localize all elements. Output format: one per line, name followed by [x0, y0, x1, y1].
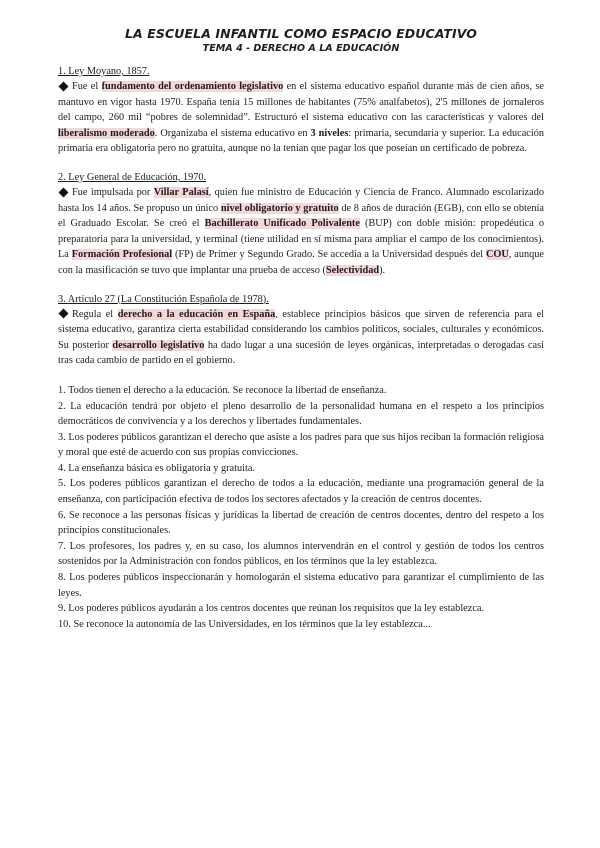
text-run: ). — [379, 264, 386, 276]
highlighted-term: Bachillerato Unificado Polivalente — [204, 218, 360, 230]
document-subtitle: TEMA 4 - DERECHO A LA EDUCACIÓN — [202, 43, 400, 54]
highlighted-term: nivel obligatorio y gratuito — [220, 202, 339, 214]
section-ley-moyano — [58, 65, 544, 157]
highlighted-term: Villar Palasí — [153, 186, 209, 198]
section-heading: 2. Ley General de Educación, 1970. — [58, 171, 207, 183]
section-heading: 3. Artículo 27 (La Constitución Española de 1978). — [58, 293, 269, 305]
highlighted-term: liberalismo moderado — [58, 127, 155, 139]
list-item: 4. La enseñanza básica es obligatoria y gratuita. — [58, 462, 255, 474]
diamond-bullet-icon — [59, 81, 69, 91]
list-item: 5. Los poderes públicos garantizan el derecho de todos a la educación, mediante una programación general de la enseñanza, con participación efectiva de todos los sectores afectados y la creación de centros docentes. — [58, 478, 544, 506]
diamond-bullet-icon — [59, 309, 69, 319]
section-paragraph — [58, 79, 544, 157]
text-run: ha dado lugar a una sucesión de leyes orgánicas, interpretadas o derogadas casi tras cada cambio de partido en el gobierno. — [58, 339, 544, 367]
highlighted-term: fundamento del ordenamiento legislativo — [101, 81, 284, 92]
highlighted-term: Formación Profesional — [71, 249, 173, 261]
document-page — [58, 26, 544, 632]
list-item: 8. Los poderes públicos inspeccionarán y homologarán el sistema educativo para garantizar el cumplimiento de las leyes. — [58, 572, 544, 599]
section-heading: 1. Ley Moyano, 1857. — [58, 66, 150, 77]
highlighted-term: desarrollo legislativo — [112, 339, 205, 351]
section-articulo-27 — [58, 293, 544, 369]
text-run: . Organizaba el sistema educativo en — [154, 127, 311, 139]
text-run: Fue el — [72, 81, 102, 92]
highlighted-term: Selectividad — [325, 264, 380, 276]
highlighted-term: COU — [485, 249, 509, 261]
text-run: , establece principios básicos que sirven de referencia para el sistema educativo, garantiza cierta estabilidad considerando los cambios políticos, sociales, culturales y económicos. Su posterior — [58, 308, 544, 351]
list-item: 10. Se reconoce la autonomía de las Universidades, en los términos que la ley establezca... — [58, 618, 431, 630]
diamond-bullet-icon — [59, 187, 69, 197]
highlighted-term: derecho a la educación en España — [117, 308, 276, 320]
text-run: de 8 años de duración (EGB), con ello se obtenía el Graduado Escolar. Se creó el — [58, 202, 544, 230]
text-run: Fue impulsada por — [72, 186, 154, 198]
list-item: 1. Todos tienen el derecho a la educación. Se reconoce la libertad de enseñanza. — [58, 384, 387, 396]
text-run: , aunque con la masificación se tuvo que implantar una prueba de acceso ( — [58, 249, 544, 276]
list-item: 6. Se reconoce a las personas físicas y jurídicas la libertad de creación de centros docentes, dentro del respeto a los principios constitucionales. — [58, 509, 544, 537]
text-run: , quien fue ministro de Educación y Ciencia de Franco. Alumnado escolarizado hasta los 14 años. Se propuso un único — [58, 186, 544, 214]
list-item: 9. Los poderes públicos ayudarán a los centros docentes que reúnan los requisitos que la ley establezca. — [58, 603, 485, 615]
section-paragraph — [58, 307, 544, 369]
list-item: 7. Los profesores, los padres y, en su caso, los alumnos intervendrán en el control y gestión de todos los centros sostenidos por la Administración con fondos públicos, en los términos que la ley establezca. — [58, 540, 544, 568]
list-item: 3. Los poderes públicos garantizan el derecho que asiste a los padres para que sus hijos reciban la formación religiosa y moral que esté de acuerdo con sus propias convicciones. — [58, 431, 544, 459]
text-run: Regula el — [72, 308, 118, 320]
text-run: : primaria, secundaria y superior. La educación primaria era obligatoria pero no gratuita, aunque no la tenían que pagar los que poseían un certificado de pobreza. — [58, 127, 545, 155]
section-paragraph — [58, 185, 544, 279]
text-run: (BUP) con doble misión: propedéutica o preparatoria para la universidad, y terminal (tiene utilidad en sí misma para ampliar el campo de los conocimientos). La — [58, 218, 544, 261]
bold-term: 3 niveles — [310, 127, 349, 139]
article-27-list — [58, 383, 544, 633]
document-title: LA ESCUELA INFANTIL COMO ESPACIO EDUCATIVO — [124, 26, 478, 41]
text-run: (FP) de Primer y Segundo Grado. Se accedía a la Universidad después del — [172, 249, 486, 261]
list-item: 2. La educación tendrá por objeto el pleno desarrollo de la personalidad humana en el respeto a los principios democráticos de convivencia y a los derechos y libertades fundamentales. — [58, 400, 544, 428]
text-run: en el sistema educativo español durante más de cien años, se mantuvo en vigor hasta 1970. España tenía 15 millones de habitantes (75% analfabetos), 2'5 millones de jornaleros del campo, 260 mil “pobres de solemnidad”. Estructuró el sistema educativo con las características y valores del — [58, 81, 544, 124]
section-ley-general-educacion — [58, 171, 544, 279]
